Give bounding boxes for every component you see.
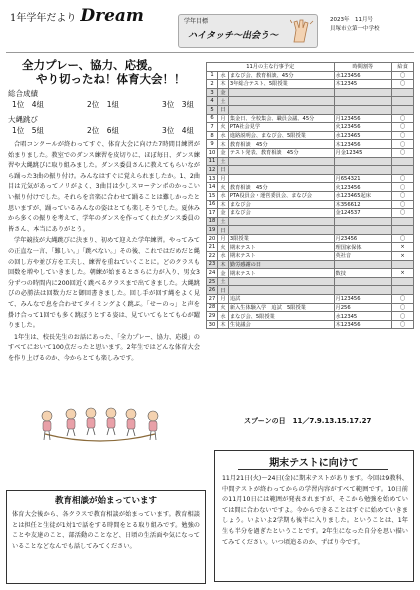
jump-rope-illustration — [35, 404, 165, 444]
timetable-cell — [334, 286, 392, 295]
header-timetable: 時間割等 — [334, 63, 392, 72]
schedule-row — [207, 157, 414, 166]
overall-2nd: 2位 1組 — [86, 100, 120, 109]
header-lunch: 給食 — [392, 63, 414, 72]
timetable-cell: 水123465 — [334, 131, 392, 140]
timetable-cell: 水123465起床 — [334, 191, 392, 200]
schedule-header-row — [207, 63, 414, 72]
weekday-cell: 土 — [217, 97, 228, 106]
header-divider — [6, 52, 414, 53]
schedule-row — [207, 148, 414, 157]
schedule-row — [207, 71, 414, 80]
timetable-cell — [334, 226, 392, 235]
day-cell: 16 — [207, 200, 218, 209]
lunch-cell — [392, 157, 414, 166]
weekday-cell: 土 — [217, 217, 228, 226]
event-cell — [228, 88, 334, 97]
schedule-row — [207, 200, 414, 209]
overall-results — [8, 99, 198, 110]
overall-results-label: 総合成績 — [8, 89, 38, 98]
high-five-icon — [290, 18, 314, 44]
day-cell: 30 — [207, 320, 218, 329]
day-cell: 3 — [207, 88, 218, 97]
weekday-cell: 火 — [217, 123, 228, 132]
timetable-cell — [334, 277, 392, 286]
schedule-row — [207, 320, 414, 329]
timetable-cell: 理国家保体 — [334, 243, 392, 252]
weekday-cell: 木 — [217, 140, 228, 149]
final-exam-title: 期末テストに向けて — [269, 458, 359, 469]
lunch-cell — [392, 88, 414, 97]
schedule-row — [207, 303, 414, 312]
spoon-day-note: スプーンの日 11／7.9.13.15.17.27 — [244, 417, 372, 425]
lunch-cell — [392, 97, 414, 106]
day-cell: 19 — [207, 226, 218, 235]
event-cell: 期末テスト — [228, 252, 334, 261]
day-cell: 21 — [207, 243, 218, 252]
timetable-cell: 数技 — [334, 269, 392, 278]
event-cell: 新入生体験入学 追試 5限授業 — [228, 303, 334, 312]
schedule-row — [207, 88, 414, 97]
event-cell — [228, 226, 334, 235]
event-cell: 生徒議会 — [228, 320, 334, 329]
article-paragraph: 1年生は、校長先生のお話にあった、「全力プレー、協力、応援」のすべてにおいて100点だったと思います。2年生ではどんな体育大会を作り上げるのか、今からとても楽しみです。 — [8, 333, 200, 362]
article-paragraph: 合唱コンクールが終わってすぐ、体育大会に向けた7時間目練習が始まりました。教室でのダンス練習を皮切りに、ほぼ毎日、ダンス練習や大縄跳びに取り組みました。ダンス委員さんに教えてもらいながら踊った3曲の振り付け。みんなはすぐに覚えられましたか。1、2曲目は元気があってノリがよく、3曲目は少しスローテンポのかっこいい振り付けでした。それらを音楽に合わせて踊ることは難しかったと思いますが、踊っているみんなの姿はとても楽しそうでした。夏休みから多くの振りを考えて、学年のダンスを作ってくれたダンス委員の皆さん、本当にありがとう。 — [8, 141, 200, 233]
lunch-cell: 〇 — [392, 303, 414, 312]
schedule-row — [207, 234, 414, 243]
schedule-row — [207, 114, 414, 123]
event-cell: まなび会 — [228, 209, 334, 218]
newsletter-name: Dream — [80, 6, 144, 26]
header-events: 11月の主な行事予定 — [207, 63, 335, 72]
day-cell: 4 — [207, 97, 218, 106]
day-cell: 7 — [207, 123, 218, 132]
schedule-row — [207, 166, 414, 175]
event-cell: 勤労感謝の日 — [228, 260, 334, 269]
weekday-cell: 木 — [217, 200, 228, 209]
timetable-cell — [334, 105, 392, 114]
event-cell: 期末テスト — [228, 243, 334, 252]
weekday-cell: 土 — [217, 157, 228, 166]
timetable-cell — [334, 97, 392, 106]
final-exam-underline — [238, 469, 388, 470]
lunch-cell: 〇 — [392, 123, 414, 132]
schedule-row — [207, 269, 414, 278]
schedule-row — [207, 260, 414, 269]
timetable-cell: 木123456 — [334, 140, 392, 149]
lunch-cell: 〇 — [392, 80, 414, 89]
event-cell: 3限授業 — [228, 234, 334, 243]
schedule-row — [207, 131, 414, 140]
consultation-text: 体育大会後から、各クラスで教育相談が始まっています。教育相談とは担任と生徒が1対1で話をする時間をとる取り組みです。勉強のことや友達のこと、部活動のことなど、日頃の生活面や気になっていることなどなんでも話してみてください。 — [12, 511, 200, 550]
schedule-table — [206, 62, 414, 329]
day-cell: 14 — [207, 183, 218, 192]
overall-1st: 1位 4組 — [12, 100, 45, 109]
day-cell: 6 — [207, 114, 218, 123]
headline-line-1: 全力プレー、協力、応援。 — [22, 58, 160, 72]
weekday-cell: 金 — [217, 269, 228, 278]
timetable-cell: 木123456 — [334, 320, 392, 329]
lunch-cell: × — [392, 252, 414, 261]
timetable-cell — [334, 217, 392, 226]
timetable-cell — [334, 260, 392, 269]
schedule-row — [207, 243, 414, 252]
schedule-row — [207, 209, 414, 218]
lunch-cell — [392, 105, 414, 114]
event-cell: まなび会 — [228, 200, 334, 209]
event-cell: 3年総合テスト、5限授業 — [228, 80, 334, 89]
weekday-cell: 日 — [217, 226, 228, 235]
schedule-row — [207, 217, 414, 226]
weekday-cell: 木 — [217, 260, 228, 269]
schedule-row — [207, 140, 414, 149]
rope-3rd: 3位 4組 — [161, 126, 194, 135]
issue-info — [330, 16, 380, 34]
timetable-cell: 火123456 — [334, 123, 392, 132]
overall-3rd: 3位 3組 — [161, 100, 194, 109]
event-cell: 集金日、全校集会、職員会議、45分 — [228, 114, 334, 123]
event-cell: まなび会、教育相談、45分 — [228, 71, 334, 80]
lunch-cell: 〇 — [392, 131, 414, 140]
timetable-cell: 月654321 — [334, 174, 392, 183]
day-cell: 11 — [207, 157, 218, 166]
event-cell: まなび会、5限授業 — [228, 312, 334, 321]
day-cell: 23 — [207, 260, 218, 269]
day-cell: 1 — [207, 71, 218, 80]
timetable-cell: 月123456 — [334, 295, 392, 304]
weekday-cell: 水 — [217, 252, 228, 261]
lunch-cell — [392, 226, 414, 235]
schedule-row — [207, 312, 414, 321]
day-cell: 25 — [207, 277, 218, 286]
day-cell: 24 — [207, 269, 218, 278]
event-cell: PTA社会見学 — [228, 123, 334, 132]
issue-date: 2023年 11月号 — [330, 17, 373, 23]
schedule-row — [207, 105, 414, 114]
weekday-cell: 土 — [217, 277, 228, 286]
lunch-cell: 〇 — [392, 148, 414, 157]
article-paragraph: 学年競技が大縄跳びに決まり、初めて迎えた学年練習。やってみての正直な一言、「難しい。」「跳べない。」その後、これではだめだと縄の回し方や並び方を工夫し、練習を重ねていくことに。どのクラスも回数を増やしていきました。朝練が始まるとさらに力が入り、男女3分ずつの時間内に200回近く跳べるクラスまで出てきました。大縄跳びの必勝法は回数力だと御回書きました。回し手が回す縄をよく見て、みんなで息を合わせてタイミングよく跳ぶ。「せーのっ」と声を掛け合って1回でも多く跳ぼうとする姿は、見ていてもとても心が躍りました。 — [8, 237, 200, 330]
school-name: 貝塚市立第一中学校 — [330, 26, 380, 32]
day-cell: 5 — [207, 105, 218, 114]
lunch-cell — [392, 260, 414, 269]
event-cell: PTA役員会・運営委員会、まなび会 — [228, 191, 334, 200]
results-section — [8, 88, 198, 136]
rope-results-label: 大縄跳び — [8, 115, 38, 124]
lunch-cell: 〇 — [392, 71, 414, 80]
lunch-cell: 〇 — [392, 234, 414, 243]
event-cell: 期末テスト — [228, 269, 334, 278]
weekday-cell: 金 — [217, 209, 228, 218]
lunch-cell: 〇 — [392, 209, 414, 218]
weekday-cell: 水 — [217, 191, 228, 200]
day-cell: 15 — [207, 191, 218, 200]
event-cell — [228, 157, 334, 166]
consultation-title: 教育相談が始まっています — [54, 496, 157, 506]
weekday-cell: 水 — [217, 131, 228, 140]
weekday-cell: 月 — [217, 234, 228, 243]
lunch-cell: 〇 — [392, 200, 414, 209]
day-cell: 29 — [207, 312, 218, 321]
lunch-cell: 〇 — [392, 320, 414, 329]
newsletter-title — [10, 6, 144, 26]
event-cell — [228, 217, 334, 226]
weekday-cell: 水 — [217, 71, 228, 80]
lunch-cell: 〇 — [392, 183, 414, 192]
event-cell: 教育相談 45分 — [228, 183, 334, 192]
timetable-cell: 水123456 — [334, 71, 392, 80]
day-cell: 12 — [207, 166, 218, 175]
event-cell: 追試 — [228, 295, 334, 304]
day-cell: 27 — [207, 295, 218, 304]
day-cell: 20 — [207, 234, 218, 243]
weekday-cell: 火 — [217, 183, 228, 192]
schedule-section — [206, 62, 414, 329]
timetable-cell — [334, 88, 392, 97]
event-cell: 進路説明会、まなび会、5限授業 — [228, 131, 334, 140]
lunch-cell — [392, 277, 414, 286]
day-cell: 17 — [207, 209, 218, 218]
weekday-cell: 金 — [217, 148, 228, 157]
timetable-cell: 月23456 — [334, 234, 392, 243]
weekday-cell: 月 — [217, 174, 228, 183]
weekday-cell: 日 — [217, 286, 228, 295]
lunch-cell: 〇 — [392, 140, 414, 149]
event-cell: 教育相談 45分 — [228, 140, 334, 149]
day-cell: 18 — [207, 217, 218, 226]
schedule-row — [207, 123, 414, 132]
timetable-cell: 水12345 — [334, 312, 392, 321]
event-cell: テスト発表、教育相談 45分 — [228, 148, 334, 157]
event-cell — [228, 105, 334, 114]
schedule-row — [207, 277, 414, 286]
schedule-row — [207, 286, 414, 295]
event-cell — [228, 166, 334, 175]
weekday-cell: 木 — [217, 320, 228, 329]
schedule-row — [207, 191, 414, 200]
lunch-cell — [392, 217, 414, 226]
weekday-cell: 月 — [217, 295, 228, 304]
timetable-cell: 木356612 — [334, 200, 392, 209]
lunch-cell — [392, 166, 414, 175]
day-cell: 10 — [207, 148, 218, 157]
schedule-row — [207, 97, 414, 106]
headline-line-2: やり切ったね！体育大会！！ — [36, 72, 186, 86]
timetable-cell — [334, 157, 392, 166]
event-cell — [228, 174, 334, 183]
sports-article — [8, 140, 200, 365]
weekday-cell: 木 — [217, 80, 228, 89]
event-cell — [228, 286, 334, 295]
day-cell: 9 — [207, 140, 218, 149]
timetable-cell: 月123456 — [334, 114, 392, 123]
day-cell: 28 — [207, 303, 218, 312]
event-cell — [228, 277, 334, 286]
weekday-cell: 火 — [217, 243, 228, 252]
day-cell: 22 — [207, 252, 218, 261]
lunch-cell: 〇 — [392, 114, 414, 123]
weekday-cell: 日 — [217, 166, 228, 175]
timetable-cell: 月256 — [334, 303, 392, 312]
lunch-cell: 〇 — [392, 191, 414, 200]
schedule-row — [207, 226, 414, 235]
weekday-cell: 水 — [217, 312, 228, 321]
rope-1st: 1位 5組 — [12, 126, 45, 135]
schedule-row — [207, 183, 414, 192]
timetable-cell — [334, 166, 392, 175]
timetable-cell: 木12345 — [334, 80, 392, 89]
weekday-cell: 金 — [217, 88, 228, 97]
timetable-cell: 金124537 — [334, 209, 392, 218]
day-cell: 26 — [207, 286, 218, 295]
schedule-row — [207, 80, 414, 89]
goal-text: ハイタッチ～出会う～ — [188, 31, 279, 41]
schedule-row — [207, 295, 414, 304]
lunch-cell: 〇 — [392, 174, 414, 183]
weekday-cell: 月 — [217, 114, 228, 123]
lunch-cell: × — [392, 243, 414, 252]
goal-label: 学年目標 — [184, 18, 209, 25]
sports-headline — [22, 58, 192, 86]
event-cell — [228, 97, 334, 106]
lunch-cell: × — [392, 269, 414, 278]
weekday-cell: 日 — [217, 105, 228, 114]
timetable-cell: 月金12345 — [334, 148, 392, 157]
schedule-row — [207, 252, 414, 261]
timetable-cell: 英社音 — [334, 252, 392, 261]
rope-2nd: 2位 6組 — [86, 126, 120, 135]
grade-label: 1年学年だより — [10, 13, 77, 24]
lunch-cell: 〇 — [392, 295, 414, 304]
final-exam-text: 11月21日(火)～24日(金)に期末テストがあります。今回は9教科、中間テストが終わってからの学習内容がすべて範囲です。10日前の11月10日には範囲が発表されますが、そこから勉強を始めていては間に合わないですよ。今からできることはすぐに始めていきましょう。いよいよ2学期も後半に入りました。ということは、1年生も半分を過ぎたということです。2年生になった自分を思い描いてみてください。いつ頃追るのか、ずばり今です。 — [222, 475, 408, 546]
day-cell: 2 — [207, 80, 218, 89]
schedule-row — [207, 174, 414, 183]
rope-results — [8, 125, 198, 136]
timetable-cell: 火123456 — [334, 183, 392, 192]
weekday-cell: 火 — [217, 303, 228, 312]
lunch-cell — [392, 286, 414, 295]
day-cell: 8 — [207, 131, 218, 140]
lunch-cell: 〇 — [392, 312, 414, 321]
day-cell: 13 — [207, 174, 218, 183]
